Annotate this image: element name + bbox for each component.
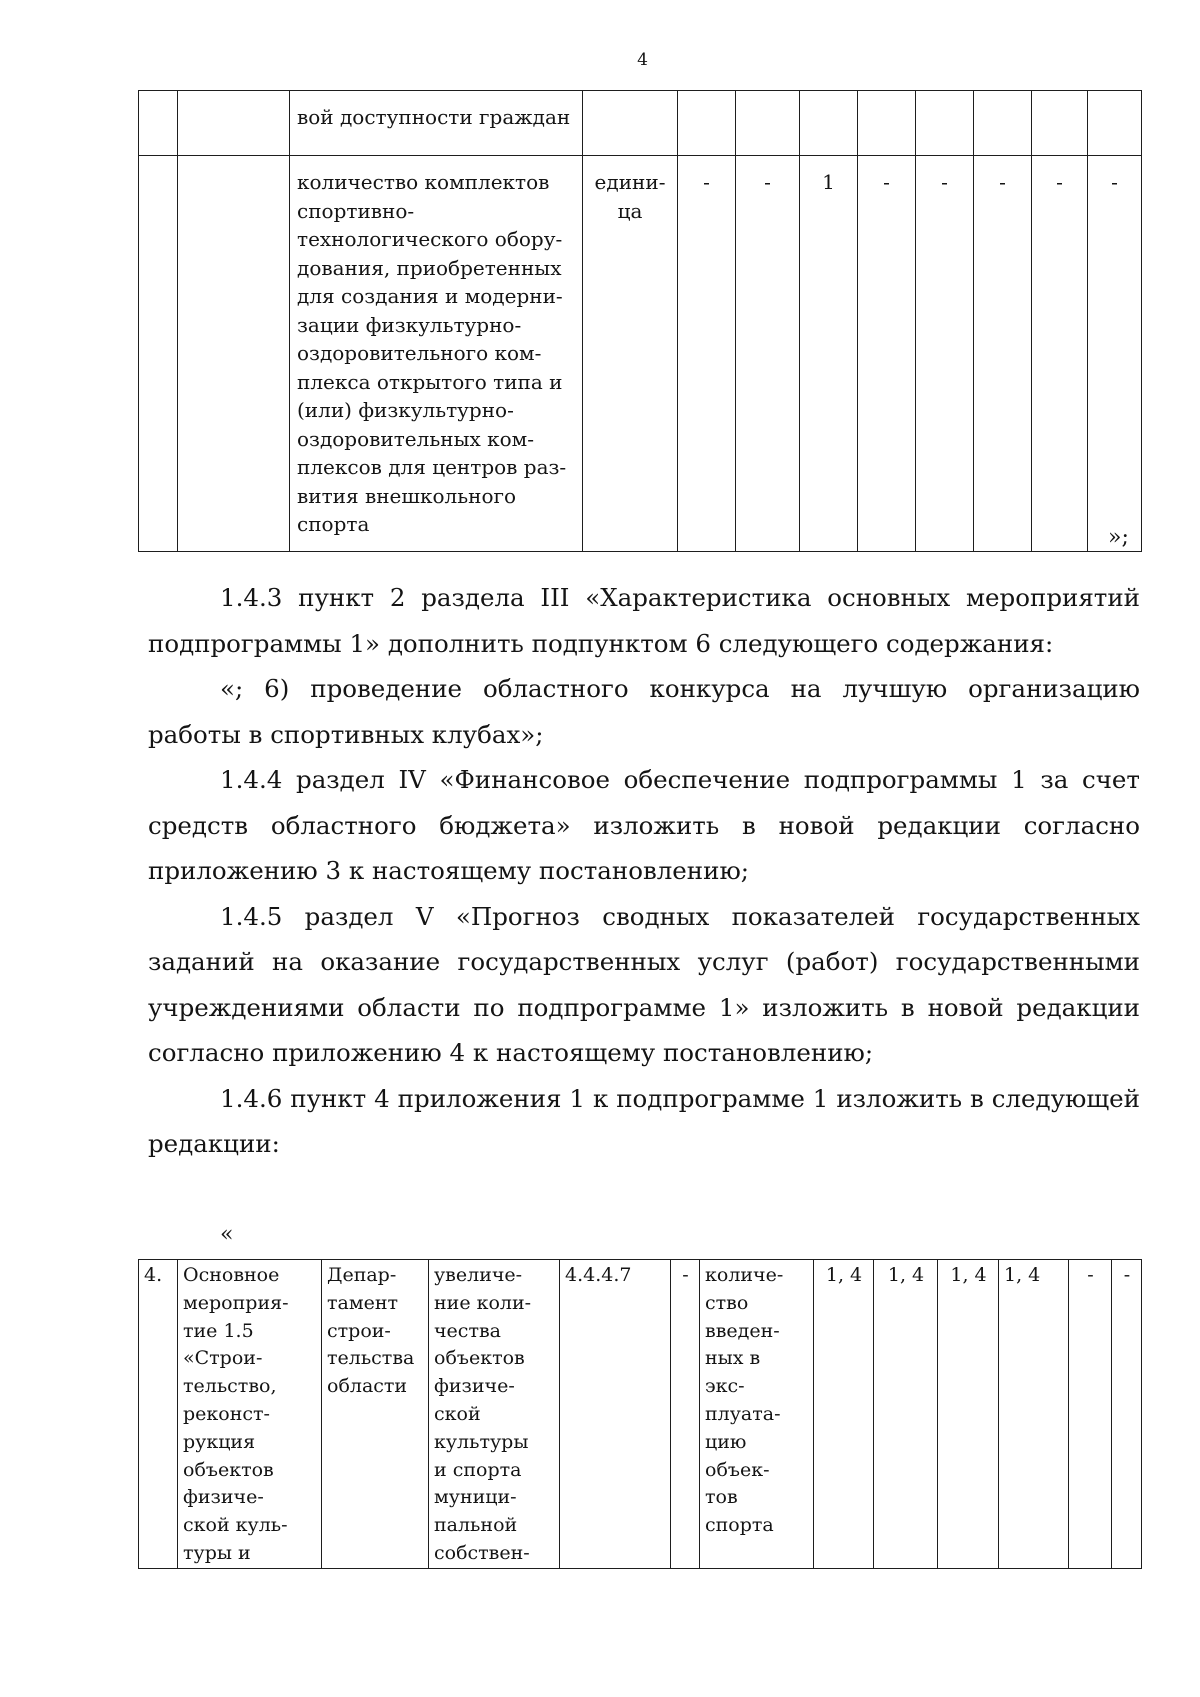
code-cell: 4.4.4.7: [560, 1260, 671, 1569]
line: спорта: [297, 512, 370, 536]
line: области: [327, 1375, 408, 1398]
line: тельство,: [183, 1375, 277, 1398]
line: плекса открытого типа и: [297, 369, 563, 394]
table-cell: [139, 91, 178, 156]
table-cell: [736, 91, 800, 156]
line: тие 1.5: [183, 1319, 254, 1342]
paragraph: 1.4.3 пункт 2 раздела III «Характеристика основных мероприятий подпрограммы 1» дополнить подпунктом 6 следующего содержания:: [148, 583, 1140, 658]
line: пальной: [434, 1514, 518, 1537]
table-cell: [178, 91, 290, 156]
line: Депар-: [327, 1264, 397, 1286]
table-row: [139, 1260, 1142, 1569]
row-number-cell: 4.: [139, 1260, 178, 1569]
table-cell: [974, 91, 1032, 156]
table-cell: [1088, 91, 1142, 156]
table-cell: [858, 91, 916, 156]
line: ние коли-: [434, 1291, 532, 1314]
value-cell: -: [974, 156, 1032, 552]
dash-cell: -: [671, 1260, 700, 1569]
line: плуата-: [705, 1402, 781, 1425]
line: муници-: [434, 1486, 517, 1509]
table-row: [139, 156, 1142, 552]
table-cell: [916, 91, 974, 156]
value-cell: -: [678, 156, 736, 552]
table-cell: [800, 91, 858, 156]
table-cell: [139, 156, 178, 552]
page-number: 4: [637, 50, 648, 70]
line: строи-: [327, 1319, 391, 1342]
line: туры и: [183, 1541, 251, 1564]
appendix-table: [138, 1259, 1142, 1569]
line: тельства: [327, 1347, 415, 1370]
value-cell: -: [916, 156, 974, 552]
line: ской: [434, 1402, 481, 1425]
unit-cell: [583, 156, 678, 552]
value-cell: -: [1032, 156, 1088, 552]
line: оздоровительных ком-: [297, 426, 534, 451]
value-cell: 1, 4: [874, 1260, 938, 1569]
body-text: [148, 575, 1140, 1167]
line: (или) физкультурно-: [297, 398, 514, 422]
value-cell: -: [858, 156, 916, 552]
value-cell: -: [1088, 156, 1142, 552]
line: спорта: [705, 1514, 774, 1537]
line: Основное: [183, 1264, 280, 1286]
value-cell: 1: [800, 156, 858, 552]
value-cell: 1, 4: [814, 1260, 874, 1569]
line: ца: [617, 198, 643, 223]
line: «Строи-: [183, 1347, 263, 1370]
line: рукция: [183, 1430, 256, 1453]
line: ской куль-: [183, 1514, 288, 1537]
line: реконст-: [183, 1402, 270, 1425]
value-cell: 1, 4: [999, 1260, 1069, 1569]
line: едини-: [594, 170, 666, 194]
line: экс-: [705, 1375, 745, 1398]
line: тамент: [327, 1291, 399, 1314]
line: ных в: [705, 1347, 761, 1370]
paragraph: «; 6) проведение областного конкурса на лучшую организацию работы в спортивных клубах»;: [148, 674, 1140, 749]
goal-cell: [429, 1260, 560, 1569]
table-cell: [1032, 91, 1088, 156]
line: количе-: [705, 1264, 784, 1286]
indicator-text-cell: вой доступности граждан: [290, 91, 583, 156]
dash-cell: -: [1112, 1260, 1142, 1569]
line: количество комплектов: [297, 170, 550, 194]
line: увеличе-: [434, 1264, 523, 1286]
line: мероприя-: [183, 1291, 289, 1314]
paragraph: 1.4.5 раздел V «Прогноз сводных показателей государственных заданий на оказание государственных услуг (работ) государственными учреждениями области по подпрограмме 1» изложить в новой редакции согласно приложению 4 к настоящему постановлению;: [148, 901, 1140, 1067]
closing-quote: »;: [1108, 525, 1129, 550]
line: введен-: [705, 1319, 780, 1342]
line: физиче-: [183, 1486, 264, 1509]
line: технологического обору-: [297, 227, 563, 251]
value-cell: 1, 4: [938, 1260, 999, 1569]
line: вития внешкольного: [297, 483, 517, 508]
table-cell: [678, 91, 736, 156]
line: физиче-: [434, 1375, 515, 1398]
opening-quote: «: [220, 1222, 234, 1247]
line: спортивно-: [297, 198, 415, 223]
indicator-cell: [700, 1260, 814, 1569]
table-cell: [178, 156, 290, 552]
line: для создания и модерни-: [297, 284, 563, 308]
line: и спорта: [434, 1458, 522, 1481]
paragraph: 1.4.4 раздел IV «Финансовое обеспечение подпрограммы 1 за счет средств областного бюджета» изложить в новой редакции согласно приложению 3 к настоящему постановлению;: [148, 765, 1140, 885]
indicators-table-continued: [138, 90, 1142, 552]
line: тов: [705, 1486, 738, 1509]
line: ство: [705, 1291, 749, 1314]
line: объектов: [183, 1458, 274, 1481]
paragraph: 1.4.6 пункт 4 приложения 1 к подпрограмме 1 изложить в следующей редакции:: [148, 1083, 1140, 1158]
line: цию: [705, 1430, 747, 1453]
line: объектов: [434, 1347, 525, 1370]
event-cell: [178, 1260, 322, 1569]
executor-cell: [322, 1260, 429, 1569]
line: плексов для центров раз-: [297, 455, 567, 479]
dash-cell: -: [1069, 1260, 1112, 1569]
line: объек-: [705, 1458, 770, 1481]
table-row: [139, 91, 1142, 156]
value-cell: -: [736, 156, 800, 552]
line: дования, приобретенных: [297, 255, 562, 280]
line: оздоровительного ком-: [297, 341, 542, 365]
line: чества: [434, 1319, 501, 1342]
indicator-name-cell: [290, 156, 583, 552]
line: зации физкультурно-: [297, 312, 522, 337]
table-cell: [583, 91, 678, 156]
line: культуры: [434, 1430, 529, 1453]
line: собствен-: [434, 1541, 530, 1564]
